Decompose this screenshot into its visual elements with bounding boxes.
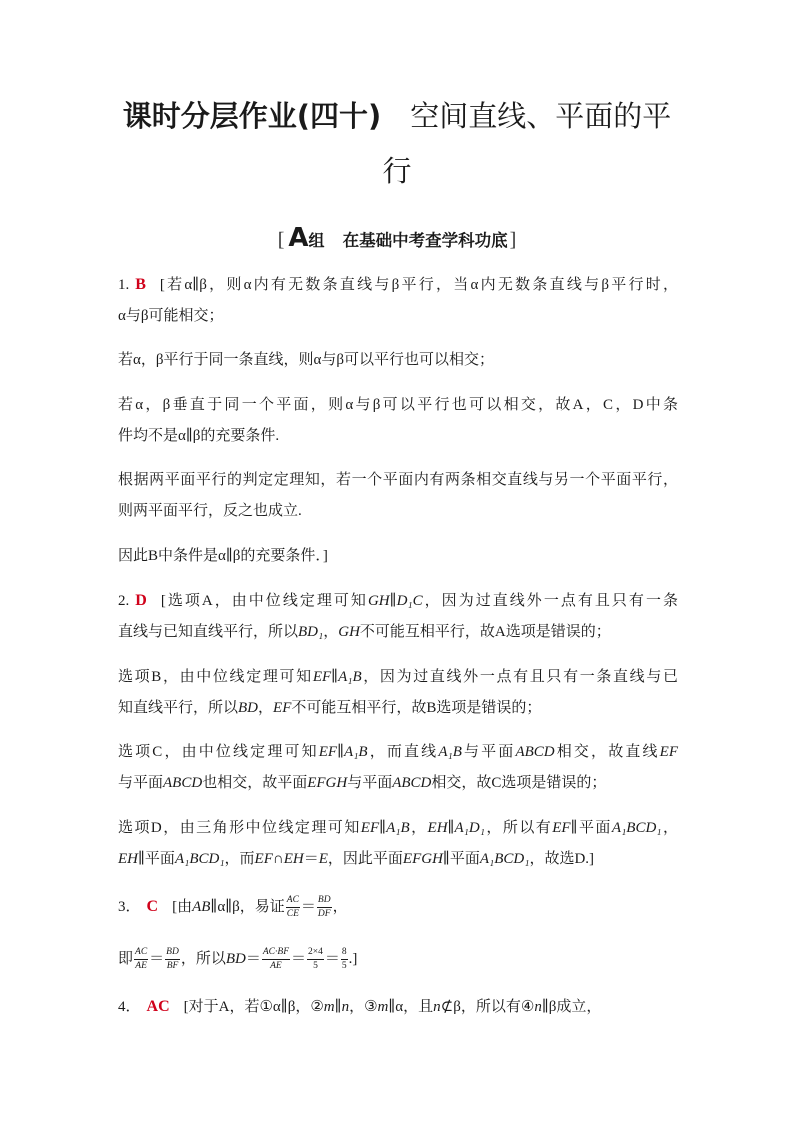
- math-variable: m: [323, 999, 335, 1015]
- math-variable: D₁C: [396, 593, 423, 609]
- text-run: ∥α，且: [388, 999, 434, 1015]
- answer-paragraph: [118, 991, 678, 1023]
- text-run: ∥: [379, 819, 387, 836]
- text-line: [118, 768, 678, 799]
- answer-paragraph: [118, 813, 678, 875]
- fraction-denominator: DF: [317, 909, 331, 920]
- text-run: 不可能互相平行，故B选项是错误的；: [291, 699, 542, 716]
- text-run: ，故选D.]: [529, 850, 595, 867]
- text-run: 直线与已知直线平行，所以: [118, 624, 299, 640]
- fraction: [262, 947, 290, 972]
- answer-paragraph: [118, 585, 678, 648]
- text-run: 相交，故直线: [554, 744, 660, 760]
- answer-item: [118, 888, 678, 978]
- fraction: [165, 947, 180, 972]
- text-run: ∥平面: [570, 819, 612, 836]
- text-run: ，因为过直线外一点有且只有一条直线与已: [361, 668, 678, 685]
- text-run: ，: [258, 699, 274, 716]
- answer-paragraph: [118, 888, 678, 926]
- answer-item: [118, 269, 678, 572]
- text-line: [118, 693, 678, 724]
- text-run: 与平面: [118, 775, 164, 791]
- text-run: ∥: [389, 593, 397, 609]
- math-variable: A₁B: [344, 744, 368, 760]
- text-run: ，所以: [180, 950, 226, 967]
- math-variable: ABCD: [515, 744, 555, 760]
- math-variable: GH: [338, 624, 360, 640]
- answer-number: 1.: [118, 276, 130, 293]
- math-variable: ABCD: [163, 775, 203, 791]
- answer-paragraph: [118, 465, 678, 527]
- fraction: [317, 895, 332, 920]
- math-variable: EH: [283, 850, 304, 867]
- answer-paragraph: [118, 390, 678, 452]
- text-line: [118, 345, 678, 376]
- math-variable: EFGH: [402, 850, 443, 867]
- text-run: ∥: [337, 744, 345, 760]
- answer-item: [118, 585, 678, 875]
- text-line: [118, 940, 678, 978]
- fraction-numerator: AC·BF: [262, 947, 290, 960]
- text-run: 若α，β平行于同一条直线，则α与β可以平行也可以相交；: [118, 352, 494, 368]
- fraction-denominator: AE: [135, 960, 147, 971]
- fraction: [134, 947, 148, 972]
- bracket-open: [: [277, 229, 285, 251]
- answer-item: [118, 991, 678, 1023]
- text-run: ∥: [334, 999, 342, 1015]
- math-variable: AB: [192, 899, 211, 915]
- section-heading: [0, 223, 794, 253]
- text-run: 知直线平行，所以: [118, 699, 239, 716]
- text-run: ＝: [303, 850, 319, 867]
- fraction-numerator: BD: [317, 895, 332, 908]
- fraction-denominator: CE: [286, 909, 299, 920]
- text-run: ∥: [331, 668, 339, 685]
- text-line: [118, 844, 678, 875]
- fraction: [307, 947, 324, 972]
- text-run: ，因此平面: [327, 850, 403, 867]
- text-run: 相交，故C选项是错误的；: [431, 775, 607, 791]
- text-line: [118, 888, 678, 926]
- math-variable: m: [377, 999, 389, 1015]
- fraction-denominator: 5: [313, 960, 318, 971]
- math-variable: EF: [659, 744, 678, 760]
- text-run: 与平面: [347, 775, 393, 791]
- text-run: .]: [348, 950, 358, 967]
- text-run: 也相交，故平面: [202, 775, 308, 791]
- answer-list: [118, 269, 678, 1037]
- text-line: [118, 421, 678, 452]
- math-variable: BD: [225, 950, 246, 967]
- text-line: [118, 390, 678, 421]
- answer-number: 2.: [118, 593, 130, 609]
- math-variable: BD: [238, 699, 259, 716]
- answer-choice: AC: [146, 998, 170, 1015]
- text-line: [118, 301, 678, 332]
- answer-paragraph: [118, 737, 678, 799]
- text-run: ⊄β，所以有④: [440, 999, 535, 1015]
- text-line: [118, 269, 678, 301]
- math-variable: A₁BCD₁: [611, 819, 662, 836]
- math-variable: EF: [552, 819, 571, 836]
- fraction-numerator: 8: [341, 947, 348, 960]
- text-run: ，因为过直线外一点有且只有一条: [422, 593, 678, 609]
- text-run: 则两平面平行，反之也成立.: [118, 503, 302, 519]
- math-variable: EH: [427, 819, 448, 836]
- text-run: ∥: [447, 819, 455, 836]
- answer-choice: C: [146, 898, 159, 915]
- fraction: [341, 947, 348, 972]
- text-run: 因此B中条件是α∥β的充要条件．]: [118, 547, 328, 564]
- fraction-denominator: 5: [341, 960, 347, 971]
- answer-paragraph: [118, 940, 678, 978]
- text-run: 不可能互相平行，故A选项是错误的；: [359, 624, 611, 640]
- text-run: ，: [409, 819, 428, 836]
- math-variable: EF: [318, 744, 338, 760]
- text-line: [118, 813, 678, 844]
- title-subject-continued: 行: [382, 154, 412, 188]
- text-run: ∥平面: [138, 850, 175, 867]
- text-run: [选项A，由中位线定理可知: [160, 593, 368, 609]
- math-variable: ABCD: [392, 775, 432, 791]
- title-line-2: [0, 144, 794, 199]
- text-run: α与β可能相交；: [118, 307, 224, 324]
- text-run: ＝: [245, 950, 261, 967]
- text-run: 即: [118, 950, 134, 967]
- title-line-1: [0, 89, 794, 144]
- text-run: ，而: [224, 850, 255, 867]
- text-run: 件均不是α∥β的充要条件.: [118, 427, 280, 444]
- text-line: [118, 496, 678, 527]
- math-variable: BD₁: [298, 624, 324, 640]
- text-run: 选项B，由中位线定理可知: [118, 668, 313, 685]
- text-run: ，所以有: [484, 819, 553, 836]
- text-line: [118, 617, 678, 648]
- answer-number: 3．: [118, 899, 141, 915]
- math-variable: A₁B: [438, 744, 462, 760]
- math-variable: A₁B: [386, 819, 410, 836]
- fraction-numerator: AC: [134, 947, 148, 960]
- section-title: 在基础中考查学科功底: [342, 231, 508, 250]
- answer-paragraph: [118, 662, 678, 724]
- math-variable: A₁BCD₁: [174, 850, 225, 867]
- text-run: ，: [661, 819, 678, 836]
- answer-choice: D: [135, 592, 147, 609]
- math-variable: EF: [273, 699, 292, 716]
- text-run: 根据两平面平行的判定定理知，若一个平面内有两条相交直线与另一个平面平行，: [118, 472, 678, 488]
- fraction-denominator: BF: [166, 960, 179, 971]
- text-run: 与平面: [461, 744, 516, 760]
- text-run: ，而直线: [367, 744, 439, 760]
- text-run: ∥α∥β，易证: [210, 899, 285, 915]
- fraction: [286, 895, 300, 920]
- text-run: ＝: [149, 950, 165, 967]
- math-variable: EFGH: [307, 775, 348, 791]
- math-variable: n: [534, 999, 542, 1015]
- text-run: ＝: [300, 899, 316, 915]
- text-run: ∥β成立，: [541, 999, 602, 1015]
- math-variable: A₁B: [338, 668, 362, 685]
- fraction-numerator: BD: [165, 947, 180, 960]
- math-variable: GH: [367, 593, 390, 609]
- math-variable: EH: [118, 850, 138, 867]
- fraction-numerator: 2×4: [307, 947, 324, 960]
- math-variable: EF: [360, 819, 380, 836]
- text-line: [118, 991, 678, 1023]
- math-variable: E: [318, 850, 328, 867]
- math-variable: EF: [254, 850, 273, 867]
- answer-paragraph: [118, 541, 678, 572]
- answer-paragraph: [118, 345, 678, 376]
- text-run: 选项C，由中位线定理可知: [118, 744, 319, 760]
- text-run: 若α，β垂直于同一个平面，则α与β可以平行也可以相交，故A，C，D中条: [118, 396, 678, 413]
- bracket-close: ]: [509, 229, 517, 251]
- group-badge-letter: A: [288, 223, 308, 253]
- text-line: [118, 465, 678, 496]
- answer-paragraph: [118, 269, 678, 332]
- text-run: ＝: [291, 950, 307, 967]
- text-run: [由: [172, 899, 193, 915]
- answer-number: 4．: [118, 999, 141, 1015]
- text-run: ，: [332, 899, 348, 915]
- text-run: 选项D，由三角形中位线定理可知: [118, 819, 361, 836]
- text-run: ∥平面: [442, 850, 480, 867]
- fraction-numerator: AC: [286, 895, 300, 908]
- answer-choice: B: [135, 275, 146, 293]
- text-run: [若α∥β，则α内有无数条直线与β平行，当α内无数条直线与β平行时，: [159, 276, 678, 293]
- text-line: [118, 541, 678, 572]
- text-line: [118, 585, 678, 617]
- text-line: [118, 737, 678, 768]
- math-variable: n: [433, 999, 441, 1015]
- text-line: [118, 662, 678, 693]
- fraction-denominator: AE: [270, 960, 282, 971]
- text-run: ，③: [349, 999, 378, 1015]
- text-run: [对于A，若①α∥β，②: [183, 999, 324, 1015]
- group-label: 组: [308, 231, 325, 250]
- text-run: ＝: [324, 950, 340, 967]
- page-title: [0, 89, 794, 199]
- title-subject: 空间直线、平面的平: [410, 99, 672, 133]
- math-variable: n: [341, 999, 350, 1015]
- title-main: 课时分层作业(四十): [122, 99, 382, 133]
- text-run: ∩: [272, 850, 284, 867]
- math-variable: A₁BCD₁: [479, 850, 530, 867]
- math-variable: EF: [312, 668, 332, 685]
- math-variable: A₁D₁: [454, 819, 485, 836]
- text-run: ，: [323, 624, 339, 640]
